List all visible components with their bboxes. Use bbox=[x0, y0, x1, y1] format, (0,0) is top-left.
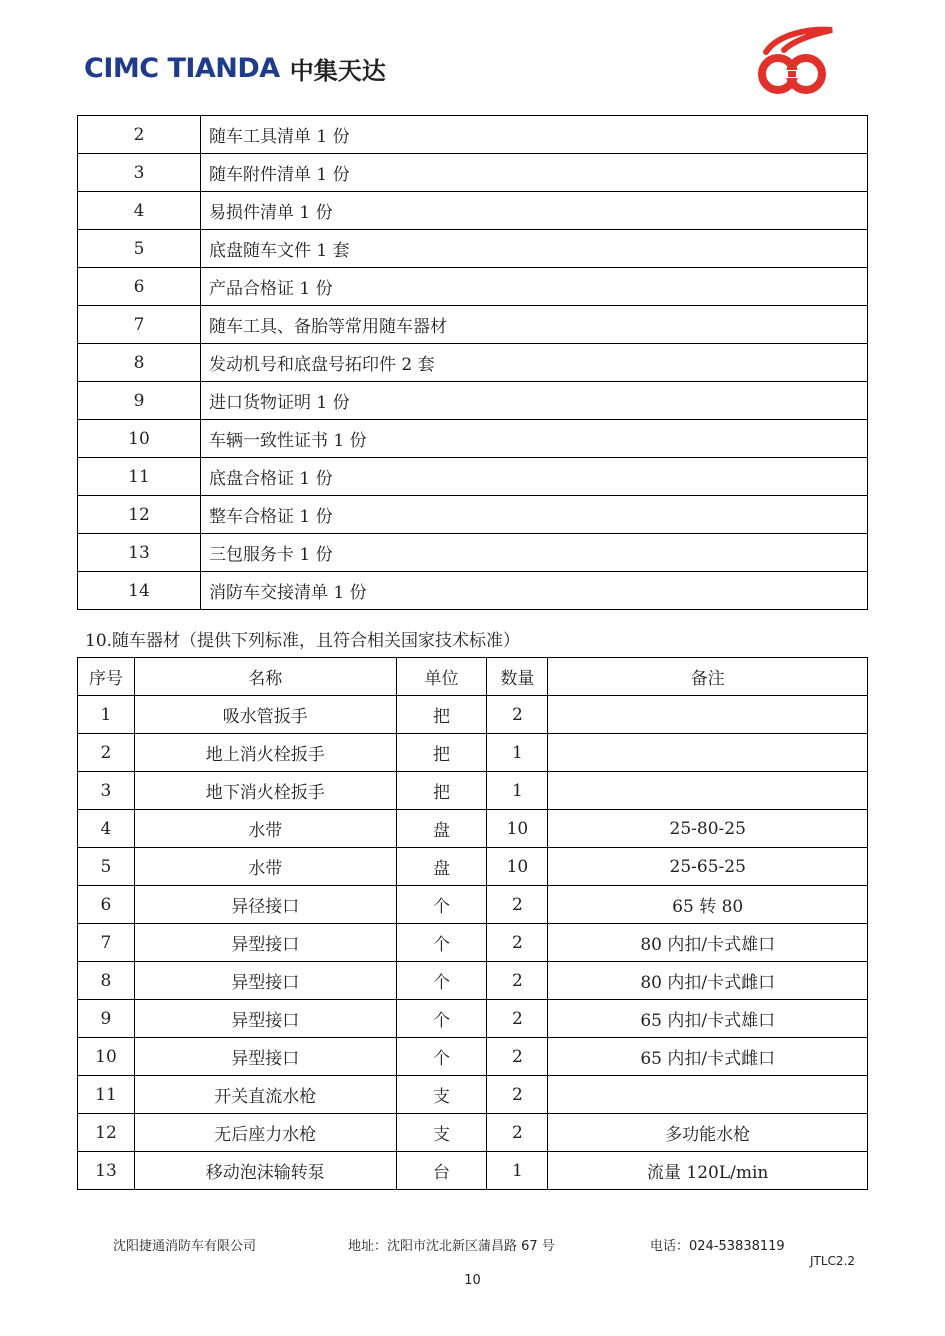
row-number: 12 bbox=[78, 496, 201, 534]
cell-no: 11 bbox=[78, 1076, 135, 1114]
row-item: 随车工具清单 1 份 bbox=[201, 116, 868, 154]
table-row bbox=[78, 344, 868, 382]
row-number: 10 bbox=[78, 420, 201, 458]
row-item: 三包服务卡 1 份 bbox=[201, 534, 868, 572]
footer-company: 沈阳捷通消防车有限公司 bbox=[113, 1239, 257, 1254]
table-row bbox=[78, 572, 868, 610]
cell-unit: 把 bbox=[396, 734, 487, 772]
cell-qty: 2 bbox=[487, 1038, 548, 1076]
cell-unit: 把 bbox=[396, 696, 487, 734]
table-row bbox=[78, 154, 868, 192]
row-number: 3 bbox=[78, 154, 201, 192]
cell-unit: 支 bbox=[396, 1076, 487, 1114]
cell-remark: 80 内扣/卡式雄口 bbox=[548, 924, 868, 962]
cell-unit: 个 bbox=[396, 1000, 487, 1038]
cell-unit: 个 bbox=[396, 962, 487, 1000]
documents-table-body bbox=[78, 116, 868, 610]
table-row bbox=[78, 696, 868, 734]
cell-remark: 65 转 80 bbox=[548, 886, 868, 924]
cell-qty: 1 bbox=[487, 772, 548, 810]
row-number: 9 bbox=[78, 382, 201, 420]
cell-qty: 2 bbox=[487, 962, 548, 1000]
table-row bbox=[78, 116, 868, 154]
cell-name: 水带 bbox=[134, 848, 396, 886]
brand-chinese-name: 中集天达 bbox=[289, 56, 386, 85]
cell-unit: 把 bbox=[396, 772, 487, 810]
cell-name: 开关直流水枪 bbox=[134, 1076, 396, 1114]
cell-remark bbox=[548, 734, 868, 772]
cell-remark: 65 内扣/卡式雌口 bbox=[548, 1038, 868, 1076]
header-qty: 数量 bbox=[487, 658, 548, 696]
cell-qty: 10 bbox=[487, 848, 548, 886]
row-number: 11 bbox=[78, 458, 201, 496]
cell-no: 9 bbox=[78, 1000, 135, 1038]
row-number: 14 bbox=[78, 572, 201, 610]
brand-latin-name: CIMC TIANDA bbox=[84, 52, 280, 84]
cell-qty: 2 bbox=[487, 1076, 548, 1114]
row-number: 13 bbox=[78, 534, 201, 572]
cell-remark bbox=[548, 696, 868, 734]
table-row bbox=[78, 420, 868, 458]
cell-name: 异型接口 bbox=[134, 1000, 396, 1038]
table-row bbox=[78, 306, 868, 344]
table-row bbox=[78, 1076, 868, 1114]
document-code: JTLC2.2 bbox=[810, 1254, 856, 1268]
cell-unit: 个 bbox=[396, 924, 487, 962]
table-row bbox=[78, 1038, 868, 1076]
cell-remark: 流量 120L/min bbox=[548, 1152, 868, 1190]
cell-qty: 1 bbox=[487, 734, 548, 772]
cell-name: 异径接口 bbox=[134, 886, 396, 924]
brand-wordmark bbox=[84, 50, 386, 86]
row-item: 产品合格证 1 份 bbox=[201, 268, 868, 306]
table-row bbox=[78, 924, 868, 962]
cell-remark: 多功能水枪 bbox=[548, 1114, 868, 1152]
table-row bbox=[78, 382, 868, 420]
cell-no: 1 bbox=[78, 696, 135, 734]
cell-no: 2 bbox=[78, 734, 135, 772]
header-unit: 单位 bbox=[396, 658, 487, 696]
cell-name: 地下消火栓扳手 bbox=[134, 772, 396, 810]
table-row bbox=[78, 1152, 868, 1190]
cell-name: 异型接口 bbox=[134, 1038, 396, 1076]
table-row bbox=[78, 772, 868, 810]
header-remark: 备注 bbox=[548, 658, 868, 696]
table-row bbox=[78, 1114, 868, 1152]
header-no: 序号 bbox=[78, 658, 135, 696]
row-item: 车辆一致性证书 1 份 bbox=[201, 420, 868, 458]
cell-no: 3 bbox=[78, 772, 135, 810]
cell-no: 6 bbox=[78, 886, 135, 924]
cell-name: 移动泡沫输转泵 bbox=[134, 1152, 396, 1190]
row-number: 4 bbox=[78, 192, 201, 230]
documents-table bbox=[77, 115, 868, 610]
row-item: 整车合格证 1 份 bbox=[201, 496, 868, 534]
table-row bbox=[78, 192, 868, 230]
cell-unit: 个 bbox=[396, 886, 487, 924]
table-row bbox=[78, 458, 868, 496]
page-number: 10 bbox=[464, 1273, 481, 1288]
cell-remark: 80 内扣/卡式雌口 bbox=[548, 962, 868, 1000]
row-item: 消防车交接清单 1 份 bbox=[201, 572, 868, 610]
cell-unit: 台 bbox=[396, 1152, 487, 1190]
cell-no: 7 bbox=[78, 924, 135, 962]
table-row bbox=[78, 534, 868, 572]
row-item: 底盘合格证 1 份 bbox=[201, 458, 868, 496]
cell-unit: 个 bbox=[396, 1038, 487, 1076]
table-row bbox=[78, 496, 868, 534]
cell-qty: 2 bbox=[487, 886, 548, 924]
row-item: 易损件清单 1 份 bbox=[201, 192, 868, 230]
row-item: 进口货物证明 1 份 bbox=[201, 382, 868, 420]
cell-no: 10 bbox=[78, 1038, 135, 1076]
footer-address: 地址：沈阳市沈北新区蒲昌路 67 号 bbox=[348, 1239, 555, 1254]
cell-qty: 10 bbox=[487, 810, 548, 848]
table-header-row bbox=[78, 658, 868, 696]
cell-qty: 2 bbox=[487, 696, 548, 734]
cell-unit: 盘 bbox=[396, 810, 487, 848]
row-number: 2 bbox=[78, 116, 201, 154]
table-row bbox=[78, 810, 868, 848]
cell-no: 5 bbox=[78, 848, 135, 886]
cell-no: 8 bbox=[78, 962, 135, 1000]
cell-remark: 25-65-25 bbox=[548, 848, 868, 886]
cell-name: 异型接口 bbox=[134, 924, 396, 962]
cell-remark bbox=[548, 772, 868, 810]
table-row bbox=[78, 848, 868, 886]
row-item: 随车工具、备胎等常用随车器材 bbox=[201, 306, 868, 344]
cell-name: 地上消火栓扳手 bbox=[134, 734, 396, 772]
cell-no: 4 bbox=[78, 810, 135, 848]
cell-name: 水带 bbox=[134, 810, 396, 848]
cell-remark bbox=[548, 1076, 868, 1114]
table-row bbox=[78, 734, 868, 772]
row-item: 底盘随车文件 1 套 bbox=[201, 230, 868, 268]
row-number: 7 bbox=[78, 306, 201, 344]
cell-name: 异型接口 bbox=[134, 962, 396, 1000]
table-row bbox=[78, 1000, 868, 1038]
table-row bbox=[78, 230, 868, 268]
cell-qty: 2 bbox=[487, 924, 548, 962]
cell-qty: 2 bbox=[487, 1000, 548, 1038]
row-item: 发动机号和底盘号拓印件 2 套 bbox=[201, 344, 868, 382]
row-number: 5 bbox=[78, 230, 201, 268]
cell-remark: 25-80-25 bbox=[548, 810, 868, 848]
table-row bbox=[78, 268, 868, 306]
cell-name: 吸水管扳手 bbox=[134, 696, 396, 734]
row-item: 随车附件清单 1 份 bbox=[201, 154, 868, 192]
row-number: 6 bbox=[78, 268, 201, 306]
equipment-table-body bbox=[78, 658, 868, 1190]
row-number: 8 bbox=[78, 344, 201, 382]
equipment-table bbox=[77, 657, 868, 1190]
cell-no: 12 bbox=[78, 1114, 135, 1152]
cell-no: 13 bbox=[78, 1152, 135, 1190]
table-row bbox=[78, 962, 868, 1000]
table-row bbox=[78, 886, 868, 924]
footer-phone: 电话：024-53838119 bbox=[650, 1239, 785, 1254]
cell-qty: 2 bbox=[487, 1114, 548, 1152]
cell-unit: 盘 bbox=[396, 848, 487, 886]
cell-qty: 1 bbox=[487, 1152, 548, 1190]
cell-name: 无后座力水枪 bbox=[134, 1114, 396, 1152]
cimc-tianda-logo-icon bbox=[748, 24, 836, 96]
cell-remark: 65 内扣/卡式雄口 bbox=[548, 1000, 868, 1038]
header-name: 名称 bbox=[134, 658, 396, 696]
cell-unit: 支 bbox=[396, 1114, 487, 1152]
section-heading: 10.随车器材（提供下列标准，且符合相关国家技术标准） bbox=[85, 631, 521, 651]
